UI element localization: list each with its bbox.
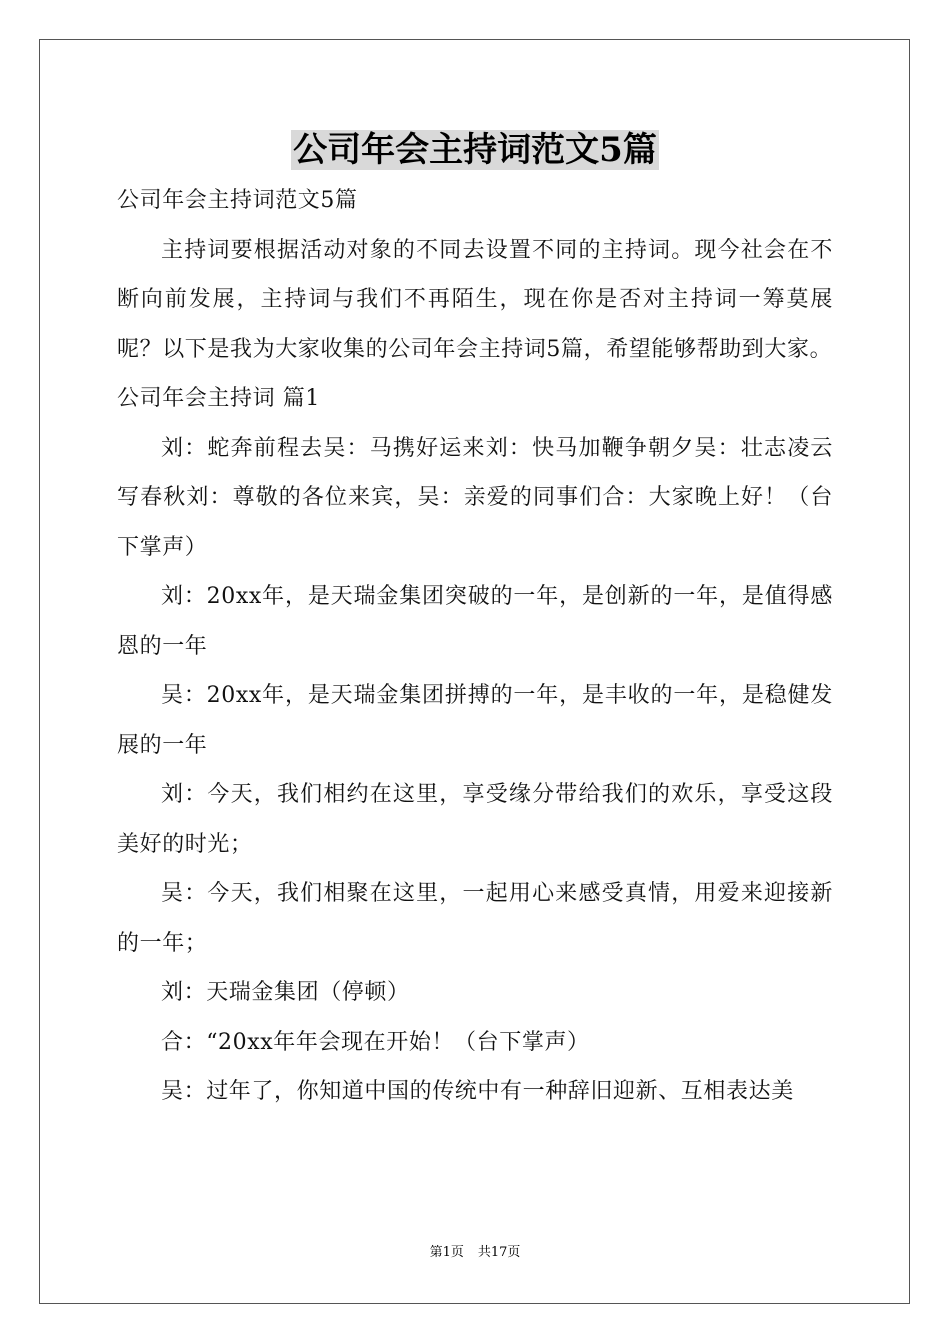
- paragraph: 合：“20xx年年会现在开始！（台下掌声）: [161, 1029, 590, 1055]
- paragraph: 吴：20xx年，是天瑞金集团拼搏的一年，是丰收的一年，是稳健发展的一年: [117, 683, 833, 758]
- document-title-text: 公司年会主持词范文5篇: [293, 130, 657, 170]
- document-title: [0, 128, 950, 172]
- page-total: 共17页: [477, 1245, 521, 1260]
- paragraph: 刘：蛇奔前程去吴：马携好运来刘：快马加鞭争朝夕吴：壮志凌云写春秋刘：尊敬的各位来宾，吴：亲爱的同事们合：大家晚上好！（台下掌声）: [117, 435, 833, 560]
- paragraph: 公司年会主持词 篇1: [117, 386, 320, 411]
- paragraph: 吴：今天，我们相聚在这里，一起用心来感受真情，用爱来迎接新的一年；: [117, 881, 833, 956]
- page-number: 第1页: [429, 1245, 464, 1260]
- page-footer: [0, 1244, 950, 1262]
- paragraph: 刘：今天，我们相约在这里，享受缘分带给我们的欢乐，享受这段美好的时光；: [117, 782, 833, 857]
- paragraph: 公司年会主持词范文5篇: [117, 188, 358, 213]
- paragraph: 刘：20xx年，是天瑞金集团突破的一年，是创新的一年，是值得感恩的一年: [117, 584, 833, 659]
- paragraph: 吴：过年了，你知道中国的传统中有一种辞旧迎新、互相表达美: [161, 1079, 794, 1104]
- paragraph: 主持词要根据活动对象的不同去设置不同的主持词。现今社会在不断向前发展，主持词与我们不再陌生，现在你是否对主持词一筹莫展呢？以下是我为大家收集的公司年会主持词5篇，希望能够帮助到大家。: [117, 237, 833, 362]
- paragraph: 刘：天瑞金集团（停顿）: [161, 980, 410, 1005]
- document-body: [117, 176, 833, 1117]
